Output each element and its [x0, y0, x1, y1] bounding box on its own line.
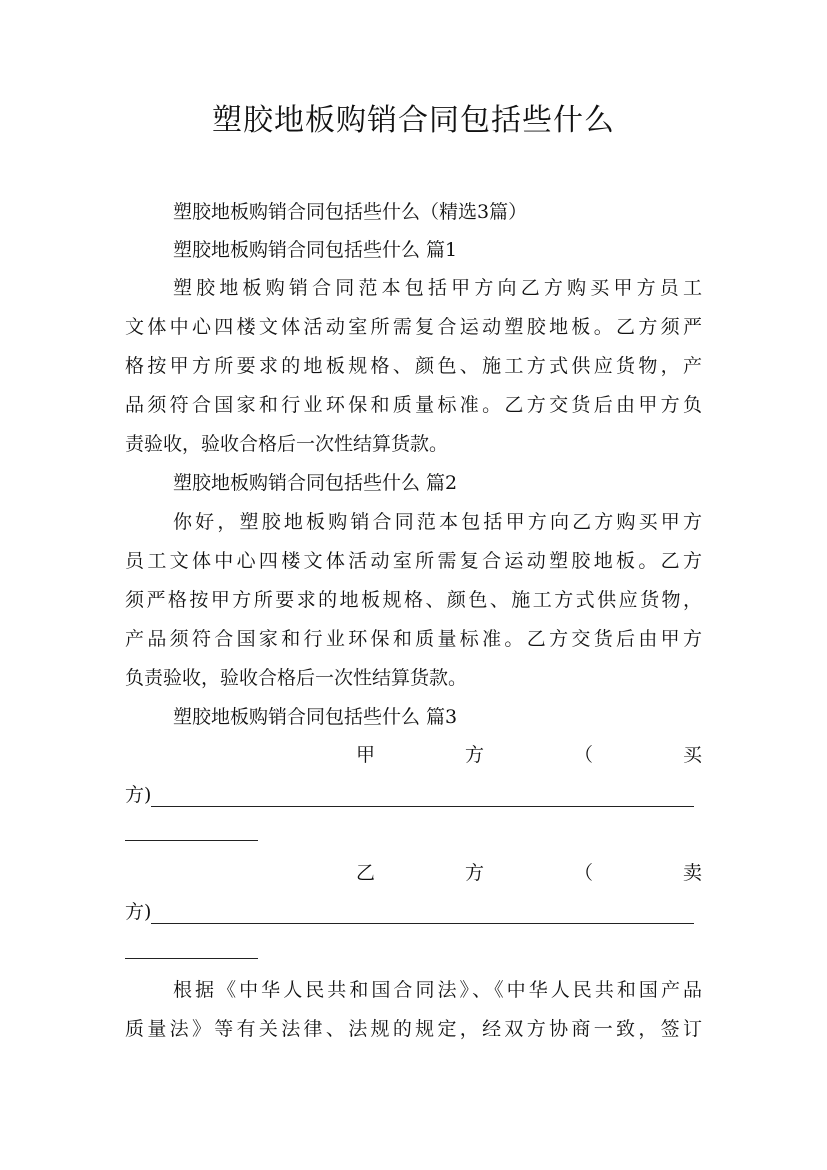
party-b-blank-continued[interactable] — [125, 958, 258, 959]
label-char: （ — [573, 744, 593, 766]
party-a-suffix: 方) — [125, 784, 152, 806]
label-char: 买 — [682, 744, 702, 766]
party-b-suffix: 方) — [125, 901, 152, 923]
paragraph-line: 文体中心四楼文体活动室所需复合运动塑胶地板。乙方须严 — [125, 316, 702, 338]
party-a-blank[interactable] — [151, 806, 694, 807]
label-char: 卖 — [682, 862, 702, 884]
intro-line: 塑胶地板购销合同包括些什么（精选3篇） — [173, 201, 528, 223]
paragraph-line: 产品须符合国家和行业环保和质量标准。乙方交货后由甲方 — [125, 628, 702, 650]
paragraph-line: 须严格按甲方所要求的地板规格、颜色、施工方式供应货物， — [125, 589, 702, 611]
label-char: 甲 — [356, 744, 376, 766]
paragraph-line: 塑胶地板购销合同范本包括甲方向乙方购买甲方员工 — [173, 277, 702, 299]
paragraph-line: 负责验收，验收合格后一次性结算货款。 — [125, 667, 468, 689]
paragraph-line: 员工文体中心四楼文体活动室所需复合运动塑胶地板。乙方 — [125, 550, 702, 572]
party-b-label — [356, 861, 702, 885]
paragraph-line: 你好，塑胶地板购销合同范本包括甲方向乙方购买甲方 — [173, 511, 702, 533]
party-a-label — [356, 743, 702, 767]
party-b-blank[interactable] — [151, 923, 694, 924]
paragraph-line: 质量法》等有关法律、法规的规定，经双方协商一致，签订 — [125, 1018, 702, 1040]
party-a-line — [125, 783, 702, 807]
label-char: （ — [573, 862, 593, 884]
party-b-line — [125, 900, 702, 924]
label-char: 方 — [464, 862, 484, 884]
label-char: 乙 — [356, 862, 376, 884]
section-heading-2: 塑胶地板购销合同包括些什么 篇2 — [173, 472, 458, 494]
paragraph-line: 责验收，验收合格后一次性结算货款。 — [125, 433, 449, 455]
section-heading-3: 塑胶地板购销合同包括些什么 篇3 — [173, 706, 458, 728]
section-heading-1: 塑胶地板购销合同包括些什么 篇1 — [173, 239, 458, 261]
label-char: 方 — [464, 744, 484, 766]
paragraph-line: 品须符合国家和行业环保和质量标准。乙方交货后由甲方负 — [125, 394, 702, 416]
document-title: 塑胶地板购销合同包括些什么 — [212, 103, 615, 138]
paragraph-line: 根据《中华人民共和国合同法》、《中华人民共和国产品 — [173, 979, 702, 1001]
party-a-blank-continued[interactable] — [125, 840, 258, 841]
paragraph-line: 格按甲方所要求的地板规格、颜色、施工方式供应货物，产 — [125, 355, 702, 377]
